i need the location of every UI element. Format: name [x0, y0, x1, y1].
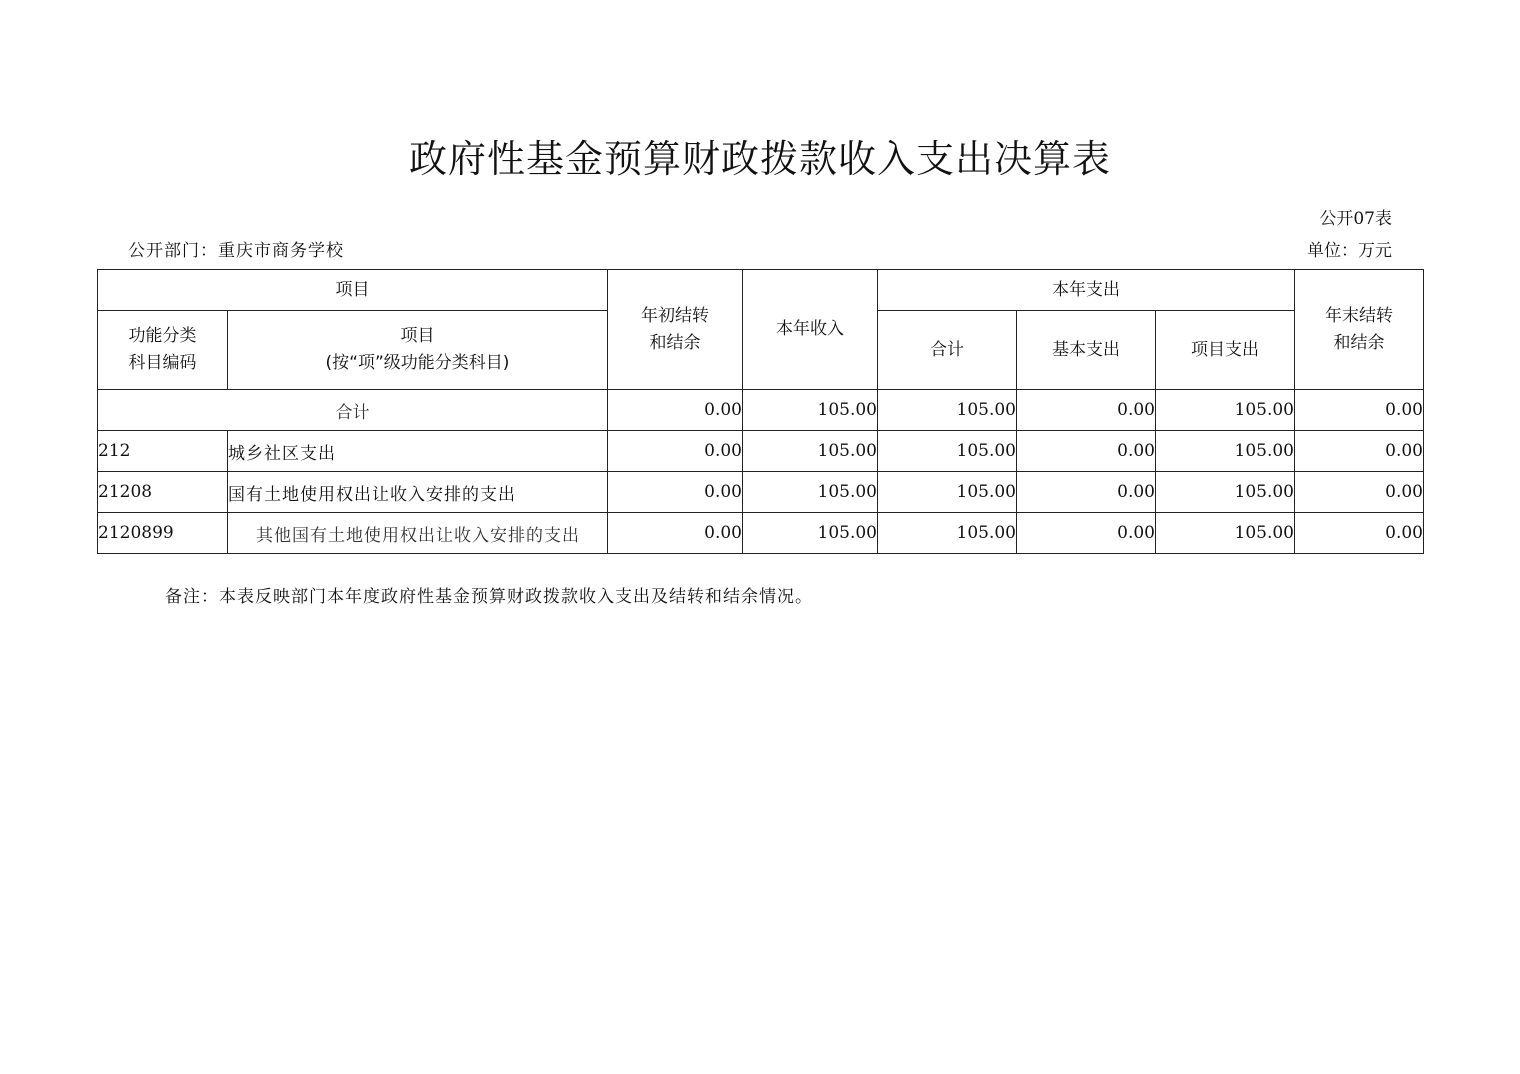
table-row [98, 431, 1424, 472]
cell-name: 其他国有土地使用权出让收入安排的支出 [228, 513, 608, 554]
header-project-group: 项目 [98, 270, 608, 311]
cell-name: 城乡社区支出 [228, 431, 608, 472]
cell-value: 0.00 [608, 513, 743, 554]
cell-name: 国有土地使用权出让收入安排的支出 [228, 472, 608, 513]
table-row [98, 472, 1424, 513]
cell-value: 0.00 [1017, 431, 1156, 472]
cell-value: 105.00 [878, 390, 1017, 431]
cell-value: 0.00 [1295, 513, 1424, 554]
header-expense-project: 项目支出 [1156, 311, 1295, 390]
cell-code: 2120899 [98, 513, 228, 554]
cell-value: 0.00 [608, 472, 743, 513]
cell-value: 105.00 [1156, 472, 1295, 513]
unit-label: 单位：万元 [1307, 241, 1392, 261]
cell-value: 0.00 [1295, 390, 1424, 431]
cell-value: 0.00 [1295, 431, 1424, 472]
cell-value: 0.00 [608, 390, 743, 431]
cell-value: 105.00 [743, 431, 878, 472]
header-beginning-balance: 年初结转 和结余 [608, 270, 743, 390]
table-row [98, 513, 1424, 554]
cell-value: 105.00 [1156, 390, 1295, 431]
header-expense-basic: 基本支出 [1017, 311, 1156, 390]
page-title: 政府性基金预算财政拨款收入支出决算表 [408, 137, 1111, 181]
header-expense-total: 合计 [878, 311, 1017, 390]
header-ending-balance: 年末结转 和结余 [1295, 270, 1424, 390]
cell-value: 105.00 [1156, 513, 1295, 554]
cell-value: 0.00 [1295, 472, 1424, 513]
header-income: 本年收入 [743, 270, 878, 390]
footnote: 备注：本表反映部门本年度政府性基金预算财政拨款收入支出及结转和结余情况。 [165, 587, 813, 607]
cell-value: 105.00 [743, 390, 878, 431]
cell-code: 212 [98, 431, 228, 472]
cell-value: 0.00 [1017, 390, 1156, 431]
cell-value: 105.00 [878, 431, 1017, 472]
header-expense-group: 本年支出 [878, 270, 1295, 311]
cell-value: 105.00 [1156, 431, 1295, 472]
cell-value: 0.00 [608, 431, 743, 472]
cell-value: 0.00 [1017, 513, 1156, 554]
department-label: 公开部门：重庆市商务学校 [128, 241, 344, 261]
cell-value: 105.00 [743, 513, 878, 554]
cell-value: 105.00 [878, 472, 1017, 513]
total-row [98, 390, 1424, 431]
header-name: 项目 (按“项”级功能分类科目) [228, 311, 608, 390]
cell-value: 105.00 [878, 513, 1017, 554]
cell-value: 105.00 [743, 472, 878, 513]
cell-code: 21208 [98, 472, 228, 513]
form-number: 公开07表 [1319, 209, 1392, 229]
header-code: 功能分类 科目编码 [98, 311, 228, 390]
budget-table [97, 269, 1424, 554]
total-label: 合计 [98, 390, 608, 431]
cell-value: 0.00 [1017, 472, 1156, 513]
